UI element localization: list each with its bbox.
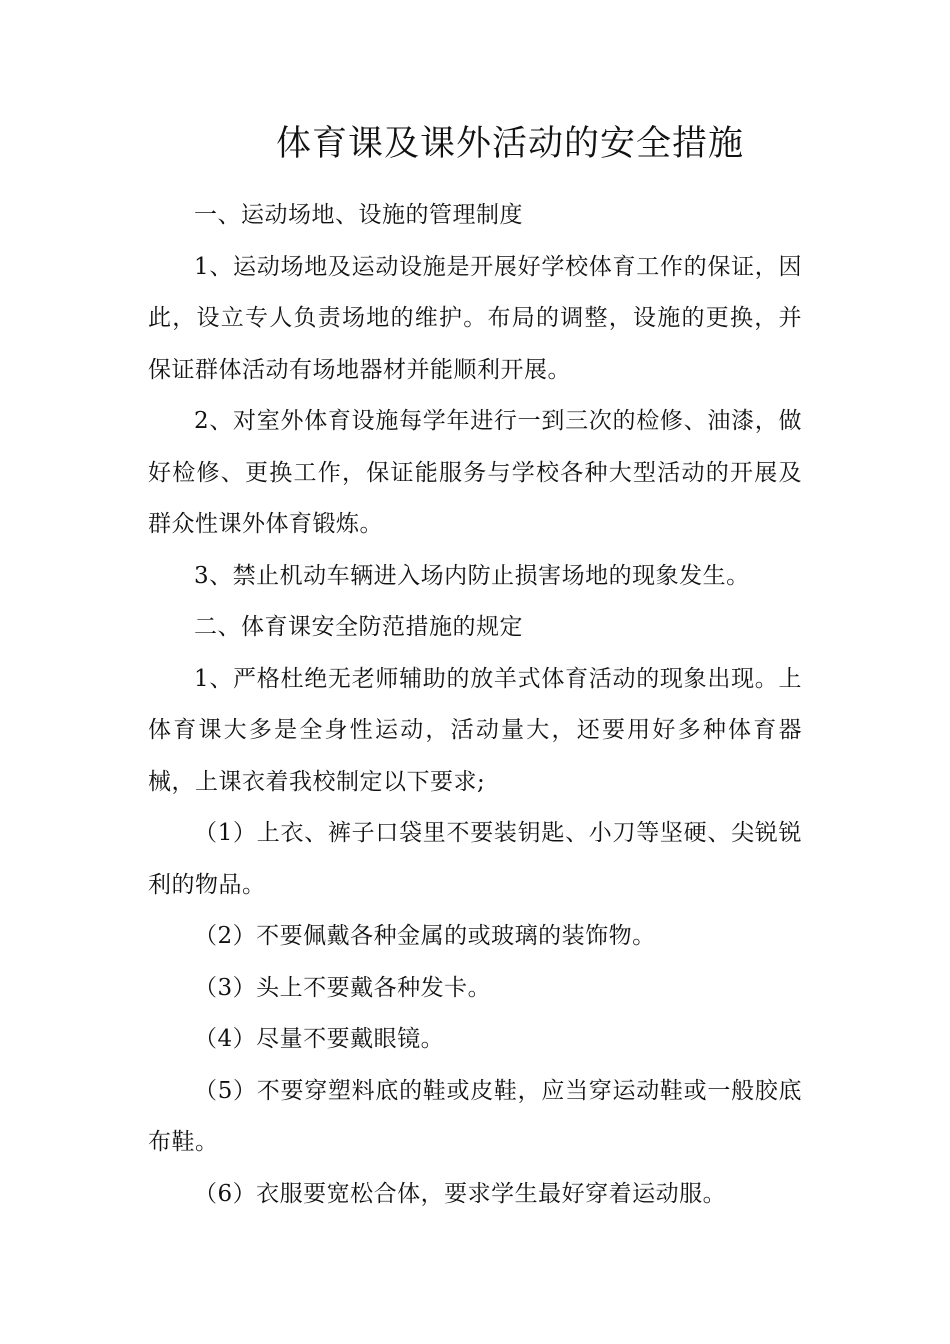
paragraph-1-3: 3、禁止机动车辆进入场内防止损害场地的现象发生。 (194, 562, 750, 589)
paragraph-2-1: 1、严格杜绝无老师辅助的放羊式体育活动的现象出现。上体育课大多是全身性运动，活动量大，还要用好多种体育器械，上课衣着我校制定以下要求; (148, 665, 802, 795)
list-item-1: （1）上衣、裤子口袋里不要装钥匙、小刀等坚硬、尖锐锐利的物品。 (148, 820, 802, 898)
list-item-3: （3）头上不要戴各种发卡。 (194, 974, 492, 1001)
paragraph-1-1: 1、运动场地及运动设施是开展好学校体育工作的保证，因此，设立专人负责场地的维护。布局的调整，设施的更换，并保证群体活动有场地器材并能顺利开展。 (148, 253, 802, 383)
list-item-4: （4）尽量不要戴眼镜。 (194, 1026, 445, 1052)
section-heading-2: 二、体育课安全防范措施的规定 (194, 614, 523, 640)
section-heading-1: 一、运动场地、设施的管理制度 (194, 202, 523, 228)
document-body (148, 190, 802, 1220)
list-item-5: （5）不要穿塑料底的鞋或皮鞋，应当穿运动鞋或一般胶底布鞋。 (148, 1077, 802, 1155)
paragraph-1-2: 2、对室外体育设施每学年进行一到三次的检修、油漆，做好检修、更换工作，保证能服务与学校各种大型活动的开展及群众性课外体育锻炼。 (148, 408, 802, 537)
list-item-6: （6）衣服要宽松合体，要求学生最好穿着运动服。 (194, 1180, 727, 1207)
list-item-2: （2）不要佩戴各种金属的或玻璃的装饰物。 (194, 923, 656, 949)
document-title: 体育课及课外活动的安全措施 (275, 124, 744, 164)
